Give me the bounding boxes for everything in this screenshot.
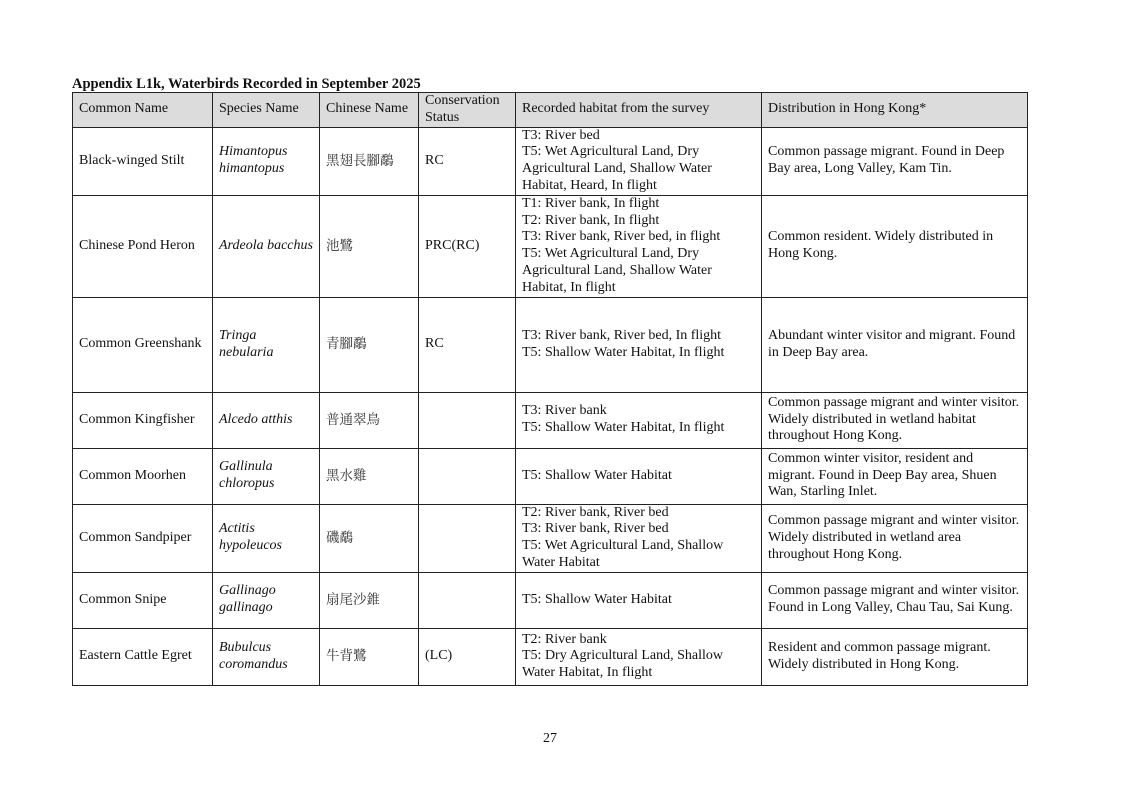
habitat-cell <box>516 448 762 504</box>
header-row <box>73 93 1028 128</box>
distribution-cell: Common winter visitor, resident and migrant. Found in Deep Bay area, Shuen Wan, Starling Inlet. <box>762 448 1028 504</box>
conservation-status-cell <box>419 392 516 448</box>
chinese-name-cell: 牛背鷺 <box>320 628 419 685</box>
chinese-name-cell: 扇尾沙錐 <box>320 572 419 628</box>
table-row <box>73 628 1028 685</box>
waterbirds-table <box>72 92 1028 686</box>
page-number: 27 <box>543 731 557 746</box>
habitat-cell <box>516 127 762 195</box>
chinese-name-cell: 池鷺 <box>320 195 419 297</box>
conservation-status-cell: RC <box>419 297 516 392</box>
habitat-cell <box>516 195 762 297</box>
chinese-name-cell: 黑翅長腳鷸 <box>320 127 419 195</box>
habitat-cell <box>516 504 762 572</box>
habitat-line: T5: Shallow Water Habitat <box>522 467 672 483</box>
distribution-cell: Resident and common passage migrant. Widely distributed in Hong Kong. <box>762 628 1028 685</box>
habitat-line: T3: River bank, River bed <box>522 521 669 537</box>
species-name-cell: Alcedo atthis <box>213 392 320 448</box>
habitat-line: T3: River bank <box>522 403 607 419</box>
common-name-cell: Common Greenshank <box>73 297 213 392</box>
distribution-cell: Common passage migrant. Found in Deep Bay area, Long Valley, Kam Tin. <box>762 127 1028 195</box>
habitat-line: T2: River bank, In flight <box>522 212 660 228</box>
habitat-line: T3: River bed <box>522 127 600 143</box>
distribution-cell: Common resident. Widely distributed in Hong Kong. <box>762 195 1028 297</box>
table-row <box>73 297 1028 392</box>
common-name-cell: Eastern Cattle Egret <box>73 628 213 685</box>
species-name-cell: Himantopus himantopus <box>213 127 320 195</box>
table-header <box>73 93 1028 128</box>
header-recorded-habitat: Recorded habitat from the survey <box>516 93 762 128</box>
habitat-line: T1: River bank, In flight <box>522 195 660 211</box>
table-body <box>73 127 1028 685</box>
habitat-line: T5: Wet Agricultural Land, Dry Agricultural Land, Shallow Water Habitat, Heard, In flight <box>522 144 712 193</box>
conservation-status-cell <box>419 448 516 504</box>
header-chinese-name: Chinese Name <box>320 93 419 128</box>
header-common-name: Common Name <box>73 93 213 128</box>
species-name-cell: Tringa nebularia <box>213 297 320 392</box>
habitat-line: T5: Shallow Water Habitat <box>522 591 672 607</box>
conservation-status-cell <box>419 504 516 572</box>
table-row <box>73 448 1028 504</box>
species-name-cell: Bubulcus coromandus <box>213 628 320 685</box>
common-name-cell: Common Snipe <box>73 572 213 628</box>
species-name-cell: Gallinago gallinago <box>213 572 320 628</box>
table-row <box>73 504 1028 572</box>
habitat-line: T3: River bank, River bed, In flight <box>522 327 722 343</box>
species-name-cell: Ardeola bacchus <box>213 195 320 297</box>
distribution-cell: Common passage migrant and winter visitor. Widely distributed in wetland habitat throughout Hong Kong. <box>762 392 1028 448</box>
habitat-cell <box>516 572 762 628</box>
table-row <box>73 572 1028 628</box>
chinese-name-cell: 普通翠鳥 <box>320 392 419 448</box>
distribution-cell: Common passage migrant and winter visitor. Found in Long Valley, Chau Tau, Sai Kung. <box>762 572 1028 628</box>
common-name-cell: Common Sandpiper <box>73 504 213 572</box>
distribution-cell: Common passage migrant and winter visitor. Widely distributed in wetland area throughout Hong Kong. <box>762 504 1028 572</box>
conservation-status-cell: RC <box>419 127 516 195</box>
habitat-line: T5: Wet Agricultural Land, Shallow Water Habitat <box>522 538 724 570</box>
table-row <box>73 195 1028 297</box>
habitat-line: T3: River bank, River bed, in flight <box>522 229 721 245</box>
species-name-cell: Actitis hypoleucos <box>213 504 320 572</box>
common-name-cell: Black-winged Stilt <box>73 127 213 195</box>
common-name-cell: Chinese Pond Heron <box>73 195 213 297</box>
habitat-cell <box>516 628 762 685</box>
habitat-line: T5: Wet Agricultural Land, Dry Agricultural Land, Shallow Water Habitat, In flight <box>522 246 712 295</box>
distribution-cell: Abundant winter visitor and migrant. Found in Deep Bay area. <box>762 297 1028 392</box>
conservation-status-cell: PRC(RC) <box>419 195 516 297</box>
habitat-line: T5: Dry Agricultural Land, Shallow Water Habitat, In flight <box>522 648 724 681</box>
table-row <box>73 392 1028 448</box>
habitat-cell <box>516 392 762 448</box>
chinese-name-cell: 磯鷸 <box>320 504 419 572</box>
conservation-status-cell <box>419 572 516 628</box>
habitat-cell <box>516 297 762 392</box>
habitat-line: T2: River bank, River bed <box>522 504 669 520</box>
conservation-status-cell: (LC) <box>419 628 516 685</box>
habitat-line: T2: River bank <box>522 631 607 647</box>
habitat-line: T5: Shallow Water Habitat, In flight <box>522 420 725 436</box>
habitat-line: T5: Shallow Water Habitat, In flight <box>522 344 725 360</box>
species-name-cell: Gallinula chloropus <box>213 448 320 504</box>
header-distribution: Distribution in Hong Kong* <box>762 93 1028 128</box>
common-name-cell: Common Moorhen <box>73 448 213 504</box>
header-species-name: Species Name <box>213 93 320 128</box>
chinese-name-cell: 青腳鷸 <box>320 297 419 392</box>
chinese-name-cell: 黑水雞 <box>320 448 419 504</box>
appendix-title: Appendix L1k, Waterbirds Recorded in September 2025 <box>72 76 421 92</box>
common-name-cell: Common Kingfisher <box>73 392 213 448</box>
header-conservation-status: Conservation Status <box>419 93 516 128</box>
table-row <box>73 127 1028 195</box>
